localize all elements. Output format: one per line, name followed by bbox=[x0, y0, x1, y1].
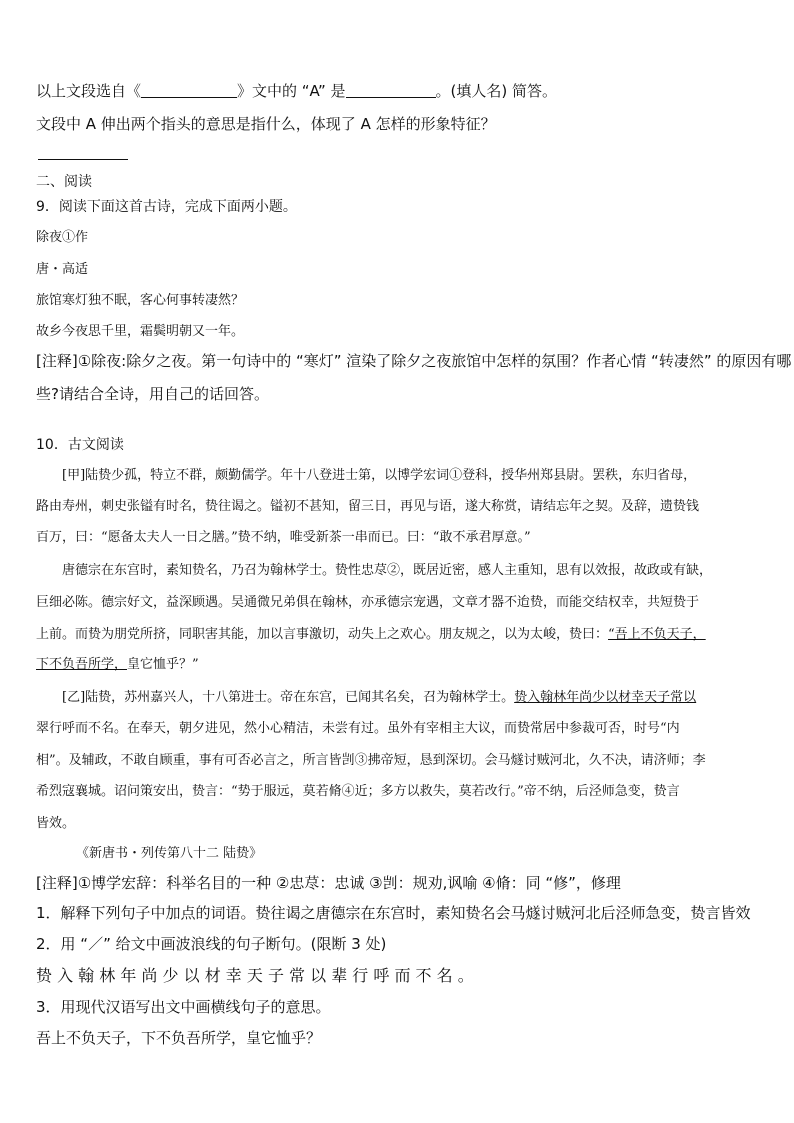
q10-title: 10．古文阅读 bbox=[36, 437, 124, 453]
underlined-sentence-part: “吾上不负天子， bbox=[608, 627, 706, 642]
q8-text-b: 》文中的 “A” 是 bbox=[237, 82, 346, 100]
jia-paragraph-line: 唐德宗在东宫时，素知贽名，乃召为翰林学士。贽性忠荩②，既居近密，感人主重知，思有以效报，故政或有缺， bbox=[62, 563, 713, 578]
q8-text-a: 以上文段选自《 bbox=[36, 82, 142, 100]
jia-text: 皇它恤乎？” bbox=[127, 657, 199, 672]
section-title: 二、阅读 bbox=[36, 174, 92, 190]
poem-author: 唐・高适 bbox=[36, 262, 89, 277]
poem-verse-2: 故乡今夜思千里，霜鬓明朝又一年。 bbox=[36, 324, 245, 339]
jia-paragraph-line: 巨细必陈。德宗好文，益深顾遇。吴通微兄弟俱在翰林，亦承德宗宠遇，文章才器不迨贽，而能交结权幸，共短贽于 bbox=[36, 595, 700, 610]
yi-paragraph-line: 相”。及辅政，不敢自顾重，事有可否必言之，所言皆剀③拂帝短，恳到深切。会马燧讨贼河北，久不决，请济师；李 bbox=[36, 753, 706, 768]
q9-prompt: 9．阅读下面这首古诗，完成下面两小题。 bbox=[36, 199, 297, 215]
q8-fill-blank-line bbox=[36, 82, 557, 100]
yi-paragraph-line: 翠行呼而不名。在奉天，朝夕进见，然小心精洁，未尝有过。虽外有宰相主大议，而贽常居中参裁可否，时号“内 bbox=[36, 721, 680, 736]
person-name-blank[interactable] bbox=[346, 83, 436, 98]
sub-question-2: 2．用 “／” 给文中画波浪线的句子断句。(限断 3 处) bbox=[36, 935, 387, 953]
answer-line[interactable] bbox=[38, 159, 128, 160]
yi-text: [乙]陆贽，苏州嘉兴人，十八第进士。帝在东宫，已闻其名矣，召为翰林学士。 bbox=[62, 690, 515, 705]
source-citation: 《新唐书・列传第八十二 陆贽》 bbox=[76, 846, 263, 861]
jia-paragraph-line bbox=[36, 627, 706, 643]
sub-question-1: 1．解释下列句子中加点的词语。贽往谒之唐德宗在东宫时，素知贽名会马燧讨贼河北后泾师急变，贽言皆效 bbox=[36, 904, 751, 922]
jia-paragraph-line: 路由寿州，刺史张镒有时名，贽往谒之。镒初不甚知，留三日，再见与语，遂大称赏，请结忘年之契。及辞，遗贽钱 bbox=[36, 499, 700, 514]
sub-question-3-sentence: 吾上不负天子，下不负吾所学，皇它恤乎？ bbox=[36, 1029, 322, 1047]
q9-note-line-1: [注释]①除夜:除夕之夜。第一句诗中的 “寒灯” 渲染了除夕之夜旅馆中怎样的氛围？作者心情 “转凄然” 的原因有哪 bbox=[36, 352, 792, 370]
yi-paragraph-line: 皆效。 bbox=[36, 816, 76, 831]
book-title-blank[interactable] bbox=[141, 83, 237, 98]
jia-paragraph-line: [甲]陆贽少孤，特立不群，颇勤儒学。年十八登进士第，以博学宏词①登科，授华州郑县尉。罢秩，东归省母， bbox=[62, 468, 697, 483]
wavy-underlined-sentence: 贽入翰林年尚少以材幸天子常以 bbox=[514, 690, 697, 705]
poem-title: 除夜①作 bbox=[36, 230, 89, 245]
q10-notes: [注释]①博学宏辞：科举名目的一种 ②忠荩：忠诚 ③剀：规劝,讽喻 ④脩：同 “修”，修理 bbox=[36, 874, 621, 892]
q8-question: 文段中 A 伸出两个指头的意思是指什么，体现了 A 怎样的形象特征？ bbox=[36, 115, 496, 133]
q9-note-line-2: 些?请结合全诗，用自己的话回答。 bbox=[36, 385, 269, 403]
jia-paragraph-line bbox=[36, 657, 199, 673]
sub-question-3: 3．用现代汉语写出文中画横线句子的意思。 bbox=[36, 998, 331, 1016]
yi-paragraph-line bbox=[62, 690, 696, 706]
q8-text-c: 。(填人名) 简答。 bbox=[435, 82, 557, 100]
sub-question-2-sentence: 贽 入 翰 林 年 尚 少 以 材 幸 天 子 常 以 辈 行 呼 而 不 名 。 bbox=[36, 966, 474, 985]
yi-paragraph-line: 希烈寇襄城。诏问策安出，贽言：“势于服远，莫若脩④近；多方以救失，莫若改行。”帝不纳，后泾师急变，贽言 bbox=[36, 784, 680, 799]
poem-verse-1: 旅馆寒灯独不眠，客心何事转凄然？ bbox=[36, 293, 245, 308]
jia-text: 上前。而贽为朋党所挤，同职害其能，加以言事激切，动失上之欢心。朋友规之，以为太峻，贽曰： bbox=[36, 627, 609, 642]
underlined-sentence-part: 下不负吾所学， bbox=[36, 657, 128, 672]
jia-paragraph-line: 百万，曰：“愿备太夫人一日之膳。”贽不纳，唯受新茶一串而已。曰：“敢不承君厚意。” bbox=[36, 530, 531, 545]
